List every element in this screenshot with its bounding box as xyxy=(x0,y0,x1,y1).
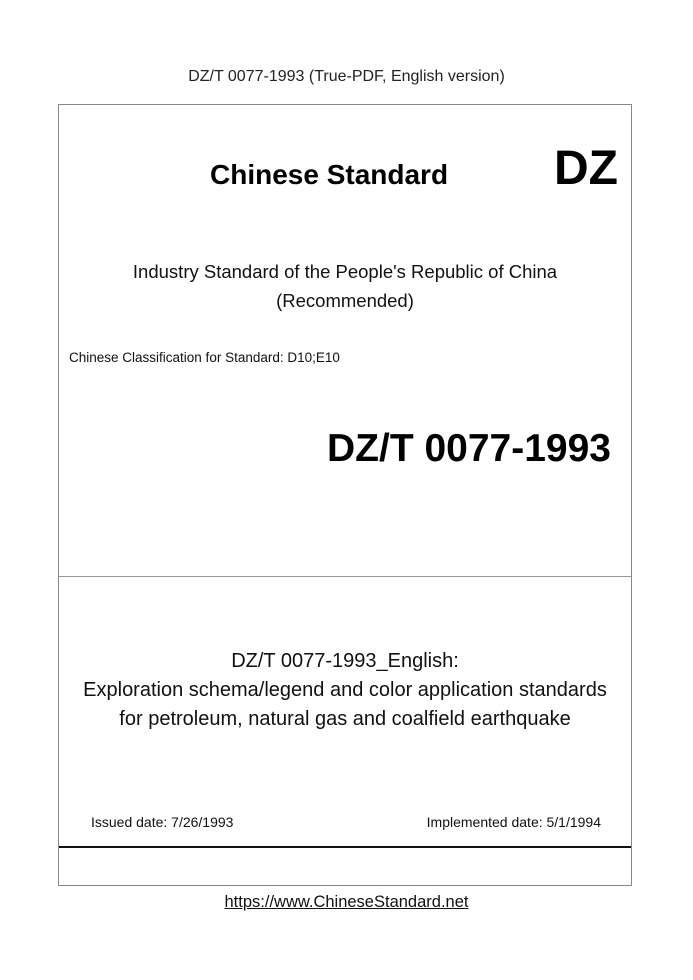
industry-standard-line: Industry Standard of the People's Republic of China xyxy=(132,261,558,282)
document-title-line-2: Exploration schema/legend and color application standards xyxy=(83,679,607,701)
implemented-date: Implemented date: 5/1/1994 xyxy=(426,814,601,830)
issuing-authority xyxy=(59,257,631,315)
recommended-line: (Recommended) xyxy=(276,290,414,311)
standard-type-title: Chinese Standard xyxy=(210,159,449,190)
blank-footer-box xyxy=(59,846,631,886)
issued-date: Issued date: 7/26/1993 xyxy=(91,814,234,830)
document-title xyxy=(59,647,631,734)
cover-header-section xyxy=(59,105,631,577)
document-header-caption: DZ/T 0077-1993 (True-PDF, English version) xyxy=(188,68,505,85)
classification-code: Chinese Classification for Standard: D10;E10 xyxy=(69,350,340,365)
document-title-line-3: for petroleum, natural gas and coalfield earthquake xyxy=(119,708,571,730)
cover-frame xyxy=(58,104,632,886)
document-title-section xyxy=(59,576,631,848)
website-link[interactable]: https://www.ChineseStandard.net xyxy=(224,893,469,911)
standard-category-badge: DZ xyxy=(554,142,618,195)
document-title-line-1: DZ/T 0077-1993_English: xyxy=(231,650,459,672)
website-footer xyxy=(0,893,693,912)
standard-number: DZ/T 0077-1993 xyxy=(327,427,611,470)
